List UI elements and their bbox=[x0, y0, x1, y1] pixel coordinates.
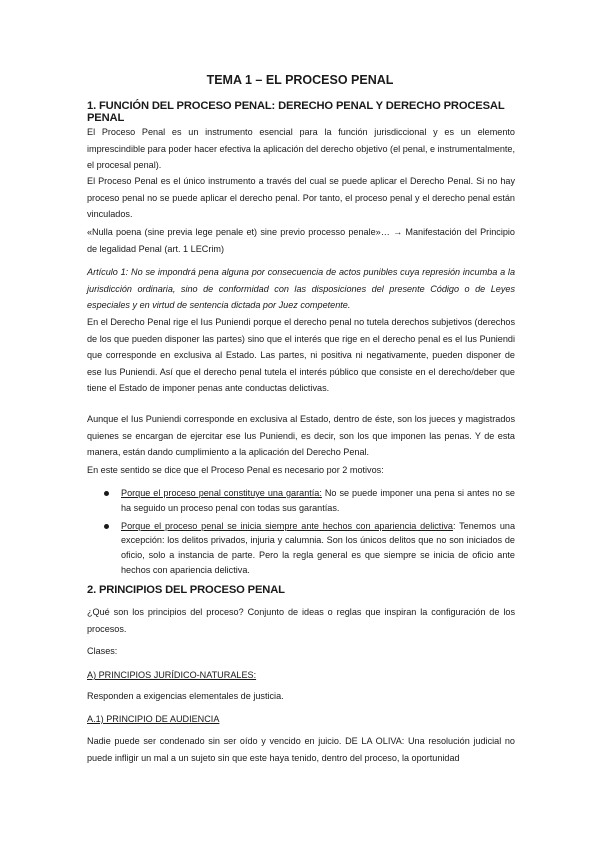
paragraph: En el Derecho Penal rige el Ius Puniendi porque el derecho penal no tutela derechos subjetivos (derechos de los que pueden disponer las partes) sino que el interés que rige en el derecho penal es el Ius Puniendi que corresponde en exclusiva al Estado. Las partes, ni positiva ni negativamente, pueden disponer de ese Ius Puniendi. Así que el derecho penal tutela el interés público que consiste en el derecho/deber que tiene el Estado de imponer penas ante conductas delictivas. bbox=[87, 317, 515, 393]
list-item bbox=[87, 486, 515, 516]
bullet-text: : Tenemos una excepción: los delitos privados, injuria y calumnia. Son los únicos delitos que no son iniciados de oficio, solo a instancia de parte. Pero la regla general es que siempre se inicia de oficio ante hechos con apariencia delictiva. bbox=[121, 520, 515, 575]
bullet-text: No se puede imponer una pena si antes no se ha seguido un proceso penal con todas sus garantías. bbox=[121, 488, 515, 513]
paragraph: ¿Qué son los principios del proceso? Conjunto de ideas o reglas que inspiran la configuración de los procesos. bbox=[87, 607, 515, 634]
page-title: TEMA 1 – EL PROCESO PENAL bbox=[206, 73, 394, 87]
paragraph: Aunque el Ius Puniendi corresponde en exclusiva al Estado, dentro de éste, son los jueces y magistrados quienes se encargan de ejercitar ese Ius Puniendi, es decir, son los que imponen las penas. Y de esta manera, están dando cumplimiento a la aplicación del Derecho Penal. bbox=[87, 414, 515, 457]
paragraph: El Proceso Penal es un instrumento esencial para la función jurisdiccional y es un elemento imprescindible para poder hacer efectiva la aplicación del derecho objetivo (el penal, e instrumentalmente, el procesal penal). bbox=[87, 127, 515, 170]
subheading-a: A) PRINCIPIOS JURÍDICO-NATURALES: bbox=[87, 670, 257, 680]
bullet-icon bbox=[104, 491, 109, 496]
motives-list bbox=[87, 486, 515, 581]
section-2-heading: 2. PRINCIPIOS DEL PROCESO PENAL bbox=[87, 584, 285, 596]
paragraph: Responden a exigencias elementales de justicia. bbox=[87, 691, 284, 701]
list-item bbox=[87, 519, 515, 578]
paragraph: El Proceso Penal es el único instrumento a través del cual se puede aplicar el Derecho Penal. Si no hay proceso penal no se puede aplicar el derecho penal. Por tanto, el proceso penal y el derecho penal están vinculados. bbox=[87, 176, 515, 219]
paragraph: En este sentido se dice que el Proceso Penal es necesario por 2 motivos: bbox=[87, 465, 384, 475]
bullet-icon bbox=[104, 524, 109, 529]
paragraph: Nadie puede ser condenado sin ser oído y vencido en juicio. DE LA OLIVA: Una resolución judicial no puede infligir un mal a un sujeto sin que este haya tenido, dentro del proceso, la oportunidad bbox=[87, 736, 515, 763]
paragraph: «Nulla poena (sine previa lege penale et) sine previo processo penale»… → Manifestación del Principio de legalidad Penal (art. 1 LECrim) bbox=[87, 227, 515, 254]
paragraph: Clases: bbox=[87, 646, 118, 656]
section-1-heading: 1. FUNCIÓN DEL PROCESO PENAL: DERECHO PENAL Y DERECHO PROCESAL PENAL bbox=[87, 100, 505, 124]
quoted-article: Artículo 1: No se impondrá pena alguna por consecuencia de actos punibles cuya represión incumba a la jurisdicción ordinaria, sino de conformidad con las disposiciones del presente Código o de Leyes especiales y en virtud de sentencia dictada por Juez competente. bbox=[87, 267, 515, 310]
subheading-a1: A.1) PRINCIPIO DE AUDIENCIA bbox=[87, 714, 220, 724]
bullet-lead: Porque el proceso penal se inicia siempre ante hechos con apariencia delictiva bbox=[121, 520, 453, 531]
bullet-lead: Porque el proceso penal constituye una garantía: bbox=[121, 488, 322, 498]
